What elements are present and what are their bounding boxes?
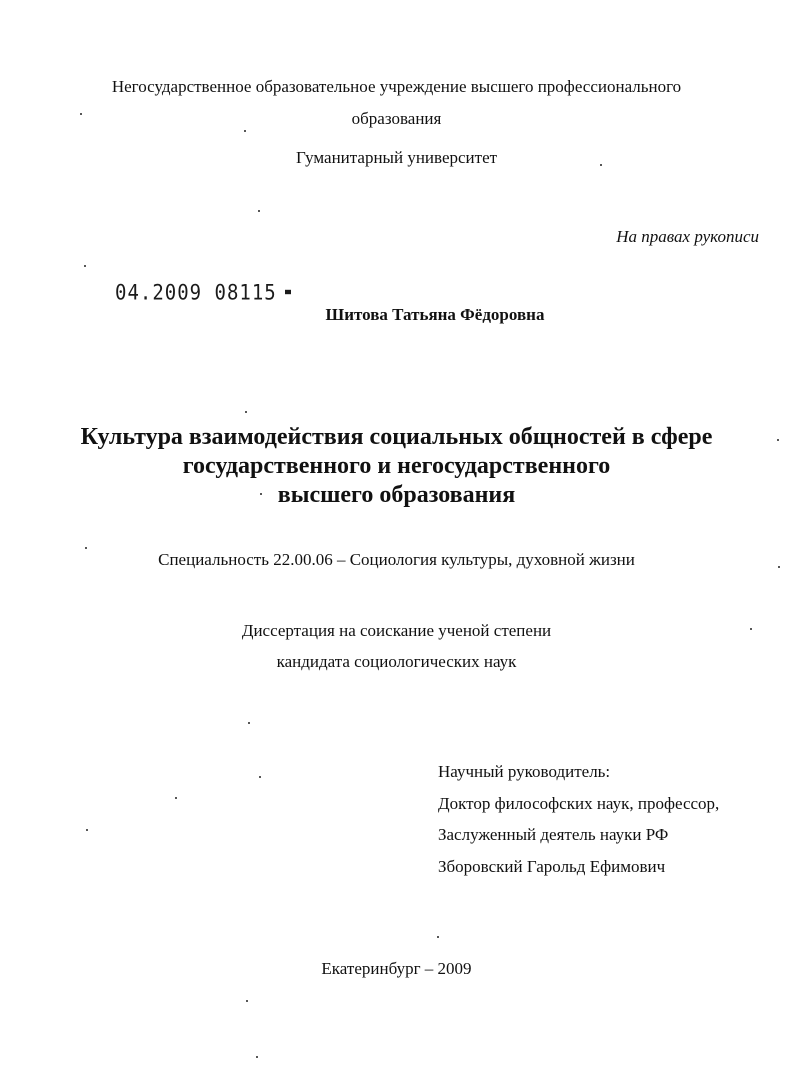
scan-speck <box>248 722 250 724</box>
institution-line-2: образования <box>351 109 442 128</box>
institution-line-1: Негосударственное образовательное учреждение высшего профессионального <box>111 77 682 96</box>
scan-speck <box>244 130 246 132</box>
scan-speck <box>260 493 262 495</box>
supervisor-honor: Заслуженный деятель науки РФ <box>438 825 669 844</box>
title-line-3: высшего образования <box>277 482 516 508</box>
scan-speck <box>750 628 752 630</box>
university-name: Гуманитарный университет <box>295 148 498 167</box>
title-line-2: государственного и негосударственного <box>182 453 611 479</box>
specialty: Специальность 22.00.06 – Социология культуры, духовной жизни <box>158 550 635 569</box>
supervisor-degree: Доктор философских наук, профессор, <box>438 794 720 813</box>
scan-speck <box>600 164 602 166</box>
scan-speck <box>175 797 177 799</box>
scan-speck <box>80 113 82 115</box>
registration-stamp: 04.2009 08115 <box>115 281 277 306</box>
scan-speck <box>258 210 260 212</box>
dissertation-title <box>0 423 793 510</box>
title-line-1: Культура взаимодействия социальных общностей в сфере <box>80 424 713 450</box>
supervisor-name: Зборовский Гарольд Ефимович <box>438 857 666 876</box>
place-year: Екатеринбург – 2009 <box>321 959 472 978</box>
scan-speck <box>85 547 87 549</box>
scan-speck <box>86 829 88 831</box>
scan-speck <box>246 1000 248 1002</box>
scan-speck <box>245 411 247 413</box>
supervisor-label: Научный руководитель: <box>438 762 611 781</box>
manuscript-note: На правах рукописи <box>616 227 759 246</box>
author-name: Шитова Татьяна Фёдоровна <box>325 305 545 324</box>
dissertation-line-1: Диссертация на соискание ученой степени <box>241 621 552 640</box>
scan-speck <box>437 936 439 938</box>
dissertation-line-2: кандидата социологических наук <box>276 652 517 671</box>
scan-speck <box>777 439 779 441</box>
scan-speck <box>259 776 261 778</box>
scan-speck <box>778 566 780 568</box>
scan-speck <box>84 265 86 267</box>
scan-speck <box>256 1056 258 1058</box>
